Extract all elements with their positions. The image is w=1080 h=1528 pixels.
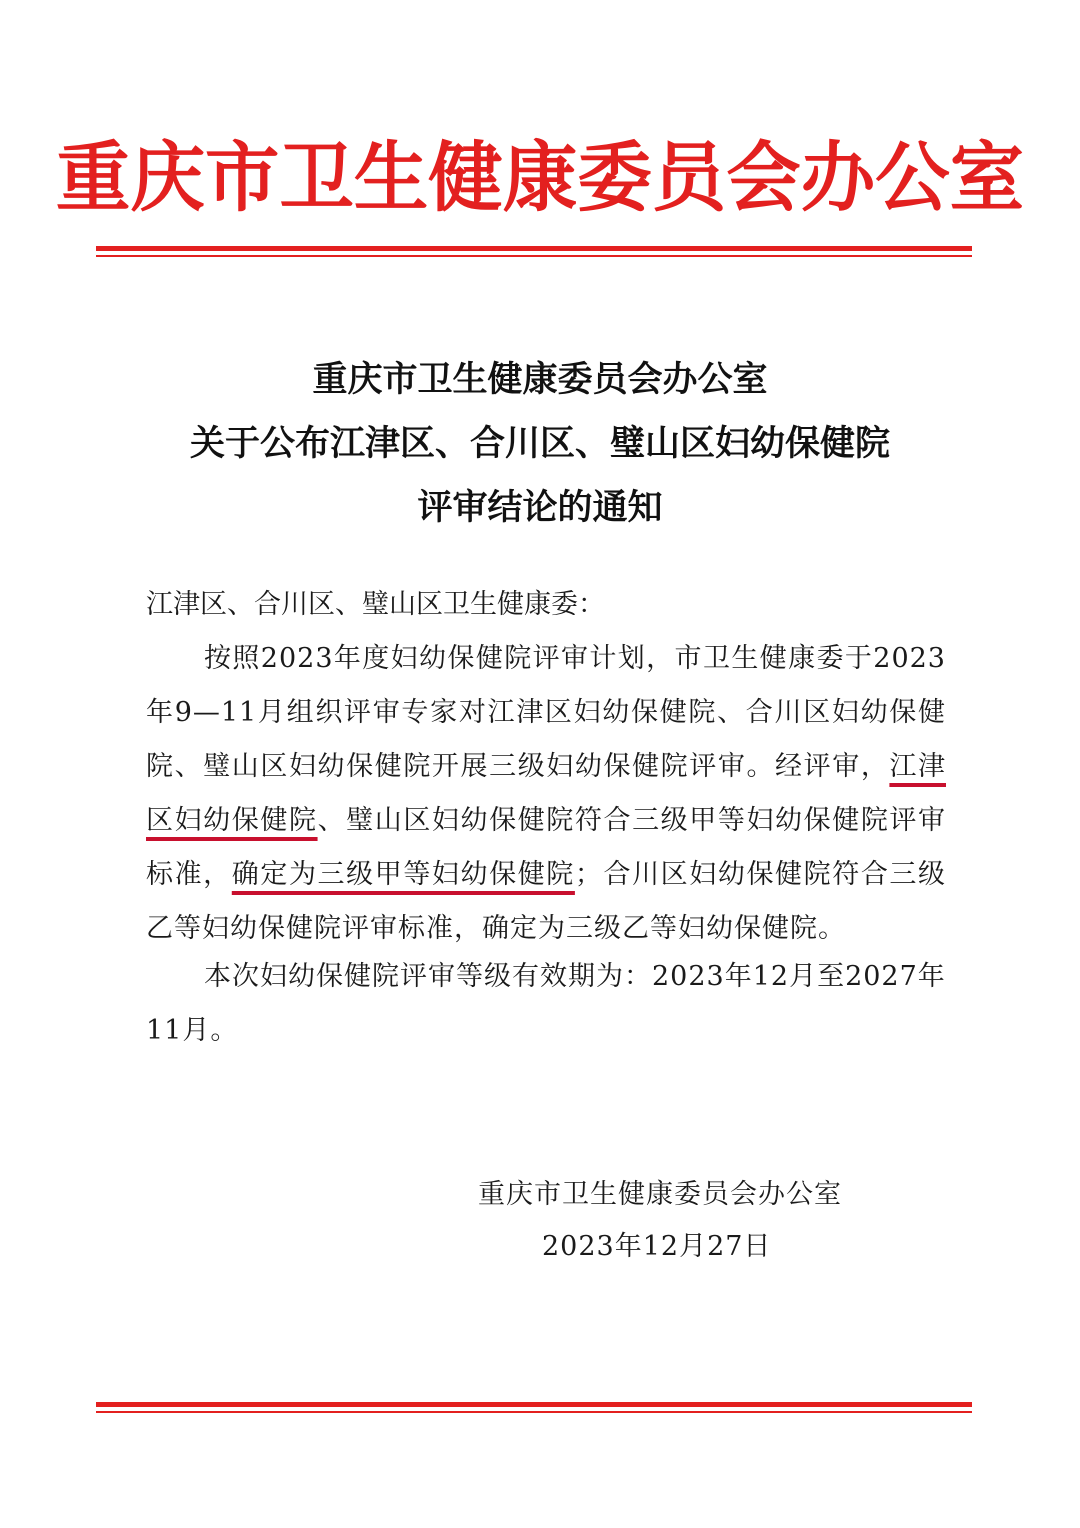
paragraph-1-text-a: 按照2023年度妇幼保健院评审计划，市卫生健康委于2023年9—11月组织评审专家对江津区妇幼保健院、合川区妇幼保健院、璧山区妇幼保健院开展三级妇幼保健院评审。经评审， — [146, 643, 946, 782]
footer-divider-thick — [96, 1402, 972, 1407]
salutation: 江津区、合川区、璧山区卫生健康委： — [146, 589, 605, 620]
signature-date: 2023年12月27日 — [542, 1231, 772, 1262]
footer-divider-thin — [96, 1411, 972, 1413]
masthead-divider-thick — [96, 246, 972, 251]
paragraph-1-text-b: 、璧山区妇幼保健院符合三级甲等妇幼保健院评审标准， — [146, 805, 947, 890]
masthead-title: 重庆市卫生健康委员会办公室 — [55, 133, 1025, 222]
paragraph-1-text-c: ；合川区妇幼保健院符合三级乙等妇幼保健院评审标准，确定为三级乙等妇幼保健院。 — [146, 859, 947, 944]
masthead-divider-thin — [96, 255, 972, 257]
title-line-3: 评审结论的通知 — [417, 488, 663, 528]
title-line-2: 关于公布江津区、合川区、璧山区妇幼保健院 — [189, 424, 890, 464]
signature-organization: 重庆市卫生健康委员会办公室 — [478, 1179, 842, 1210]
body-paragraph-2: 本次妇幼保健院评审等级有效期为：2023年12月至2027年11月。 — [146, 961, 946, 1046]
highlight-jiangjin-hospital: 江津区妇幼保健院 — [146, 751, 946, 836]
document-title — [0, 348, 1080, 540]
highlight-grade-a-designation: 确定为三级甲等妇幼保健院 — [231, 859, 575, 890]
body-paragraph-1 — [146, 632, 946, 956]
title-line-1: 重庆市卫生健康委员会办公室 — [312, 360, 768, 400]
